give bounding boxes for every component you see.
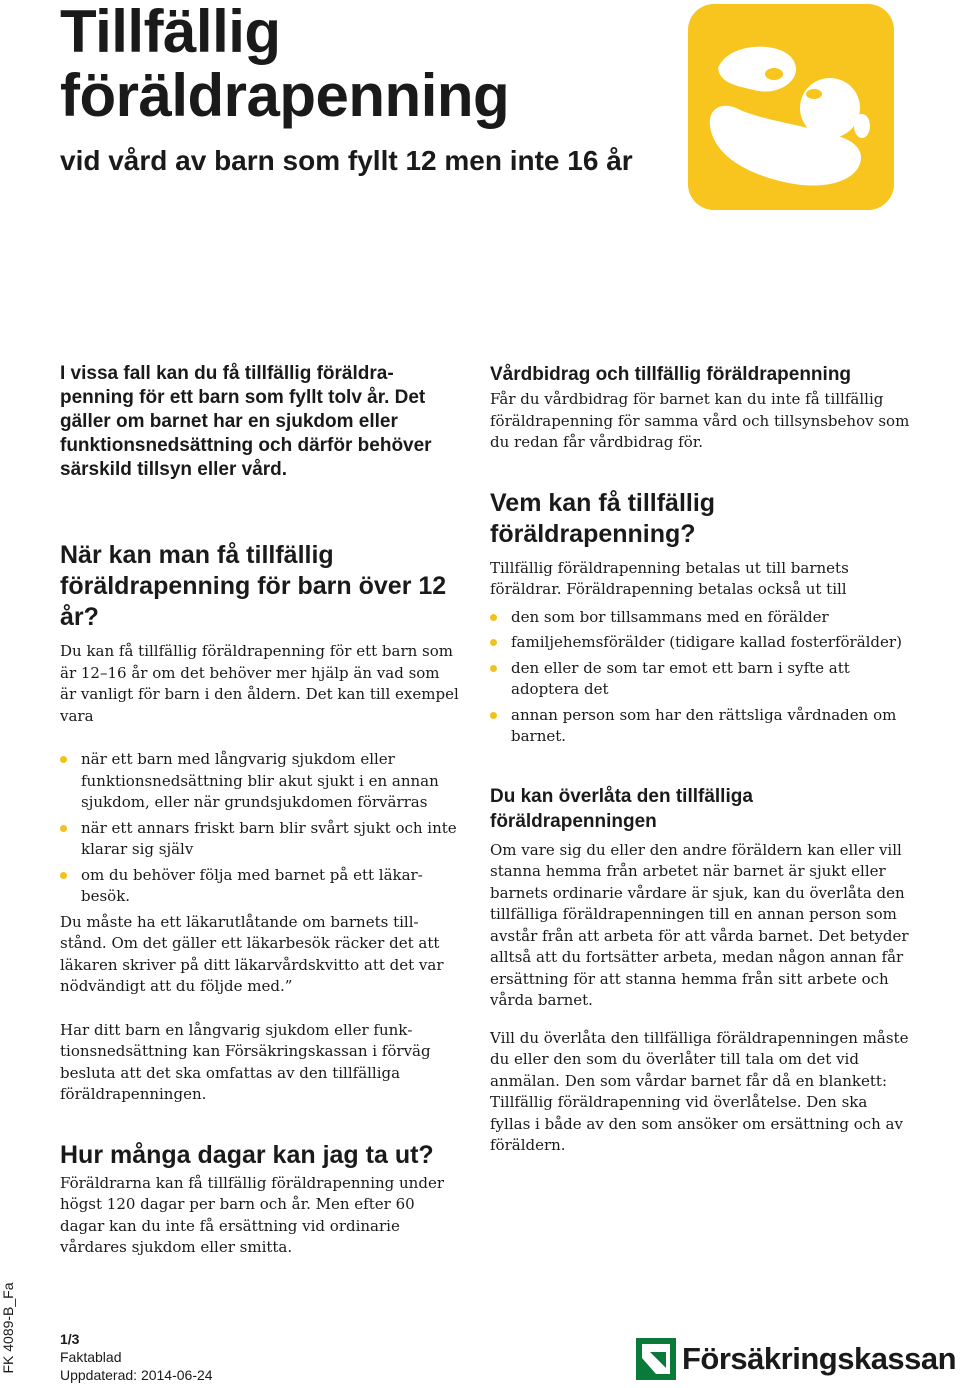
right-column xyxy=(490,362,910,1157)
days-paragraph: Föräldrarna kan få tillfällig föräldrapenning under högst 120 dagar per barn och år. Men efter 60 dagar kan du inte få ersättning vid ordinarie vårdares sjukdom eller smitta. xyxy=(60,1173,444,1256)
doctor-certificate-paragraph: Du måste ha ett läkarutlåtande om barnets tillstånd. Om det gäller ett läkarbesök räcker det att läkaren skriver på ditt läkarvårdskvitto att det var nödvändigt att du följde med.” xyxy=(60,912,444,995)
bullet-icon xyxy=(490,665,497,672)
left-column xyxy=(60,362,460,1259)
list-item: familjehemsförälder (tidigare kallad fosterförälder) xyxy=(490,632,910,654)
care-allowance-paragraph: Får du vårdbidrag för barnet kan du inte få tillfällig föräldrapenning för samma vård och tillsynsbehov som du redan får vårdbidrag för. xyxy=(490,390,910,451)
footer-info xyxy=(60,1330,213,1384)
brand-name: Försäkringskassan xyxy=(682,1341,957,1376)
who-eligible-paragraph: Tillfällig föräldrapenning betalas ut till barnets föräldrar. Föräldrapenning betalas också ut till xyxy=(490,558,849,598)
forsakringskassan-logo xyxy=(636,1336,956,1382)
list-item: den som bor tillsammans med en förälder xyxy=(490,607,910,629)
heading-how-many-days: Hur många dagar kan jag ta ut? xyxy=(60,1140,434,1169)
list-item: när ett barn med långvarig sjukdom eller funktionsnedsättning blir akut sjukt i en annan sjukdom, eller när grundsjukdomen förvärras xyxy=(60,749,460,814)
parent-and-child-icon-graphic xyxy=(688,4,894,210)
intro-text: I vissa fall kan du få tillfällig föräldrapenning för ett barn som fyllt tolv år. Det gäller om barnet har en sjukdom eller funktionsnedsättning och därför behöver särskild tillsyn eller vård. xyxy=(60,363,432,480)
list-item: annan person som har den rättsliga vårdnaden om barnet. xyxy=(490,705,910,748)
transfer-paragraph-1: Om vare sig du eller den andre föräldern kan eller vill stanna hemma från arbetet när barnet är sjukt eller barnets ordinarie vårdare är sjuk, kan du överlåta den tillfälliga föräldrapenningen till en annan person som avstår från att arbeta för att vårda barnet. Det betyder alltså att du fortsätter arbeta, medan någon annan får ersättning för att stanna hemma från sitt arbete och vårda barnet. xyxy=(490,840,909,1009)
heading-when-eligible: När kan man få tillfällig föräldrapenning för barn över 12 år? xyxy=(60,541,447,631)
document-title xyxy=(60,0,509,128)
eligibility-paragraph: Du kan få tillfällig föräldrapenning för ett barn som är 12–16 år om det behöver mer hjälp än vad som är vanligt för barn i den åldern. Det kan till exempel vara xyxy=(60,642,459,725)
heading-who-eligible: Vem kan få tillfällig föräldrapenning? xyxy=(490,488,716,548)
document-subtitle: vid vård av barn som fyllt 12 men inte 16 år xyxy=(60,145,633,176)
list-item: om du behöver följa med barnet på ett läkarbesök. xyxy=(60,865,460,908)
list-item: den eller de som tar emot ett barn i syfte att adoptera det xyxy=(490,658,910,701)
long-term-illness-paragraph: Har ditt barn en långvarig sjukdom eller funktionsnedsättning kan Försäkringskassan i förväg besluta att det ska omfattas av den tillfälliga föräldrapenningen. xyxy=(60,1020,431,1103)
parent-and-child-icon xyxy=(688,4,894,210)
transfer-paragraph-2: Vill du överlåta den tillfälliga föräldrapenningen måste du eller den som du överlåter till tala om det vid anmälan. Den som vårdar barnet får då en blankett: Tillfällig föräldrapenning vid överlåtelse. Den ska fyllas i både av den som ansöker om ersättning och av föräldern. xyxy=(490,1028,909,1154)
list-item: när ett annars friskt barn blir svårt sjukt och inte klarar sig själv xyxy=(60,818,460,861)
title-line-2: föräldrapenning xyxy=(60,62,510,129)
updated-date: Uppdaterad: 2014-06-24 xyxy=(60,1367,213,1383)
bullet-icon xyxy=(60,756,67,763)
who-eligible-list xyxy=(490,607,910,748)
heading-care-allowance: Vårdbidrag och tillfällig föräldrapenning xyxy=(490,364,852,385)
forsakringskassan-logo-icon xyxy=(636,1338,676,1380)
bullet-icon xyxy=(490,639,497,646)
form-code: FK 4089-B_Fa xyxy=(0,1282,16,1374)
bullet-icon xyxy=(60,872,67,879)
bullet-icon xyxy=(60,825,67,832)
document-type: Faktablad xyxy=(60,1349,122,1365)
heading-transfer: Du kan överlåta den tillfälliga föräldrapenningen xyxy=(490,785,753,832)
title-line-1: Tillfällig xyxy=(60,0,281,65)
bullet-icon xyxy=(490,614,497,621)
page-number: 1/3 xyxy=(60,1331,80,1347)
bullet-icon xyxy=(490,712,497,719)
eligibility-list xyxy=(60,749,460,908)
